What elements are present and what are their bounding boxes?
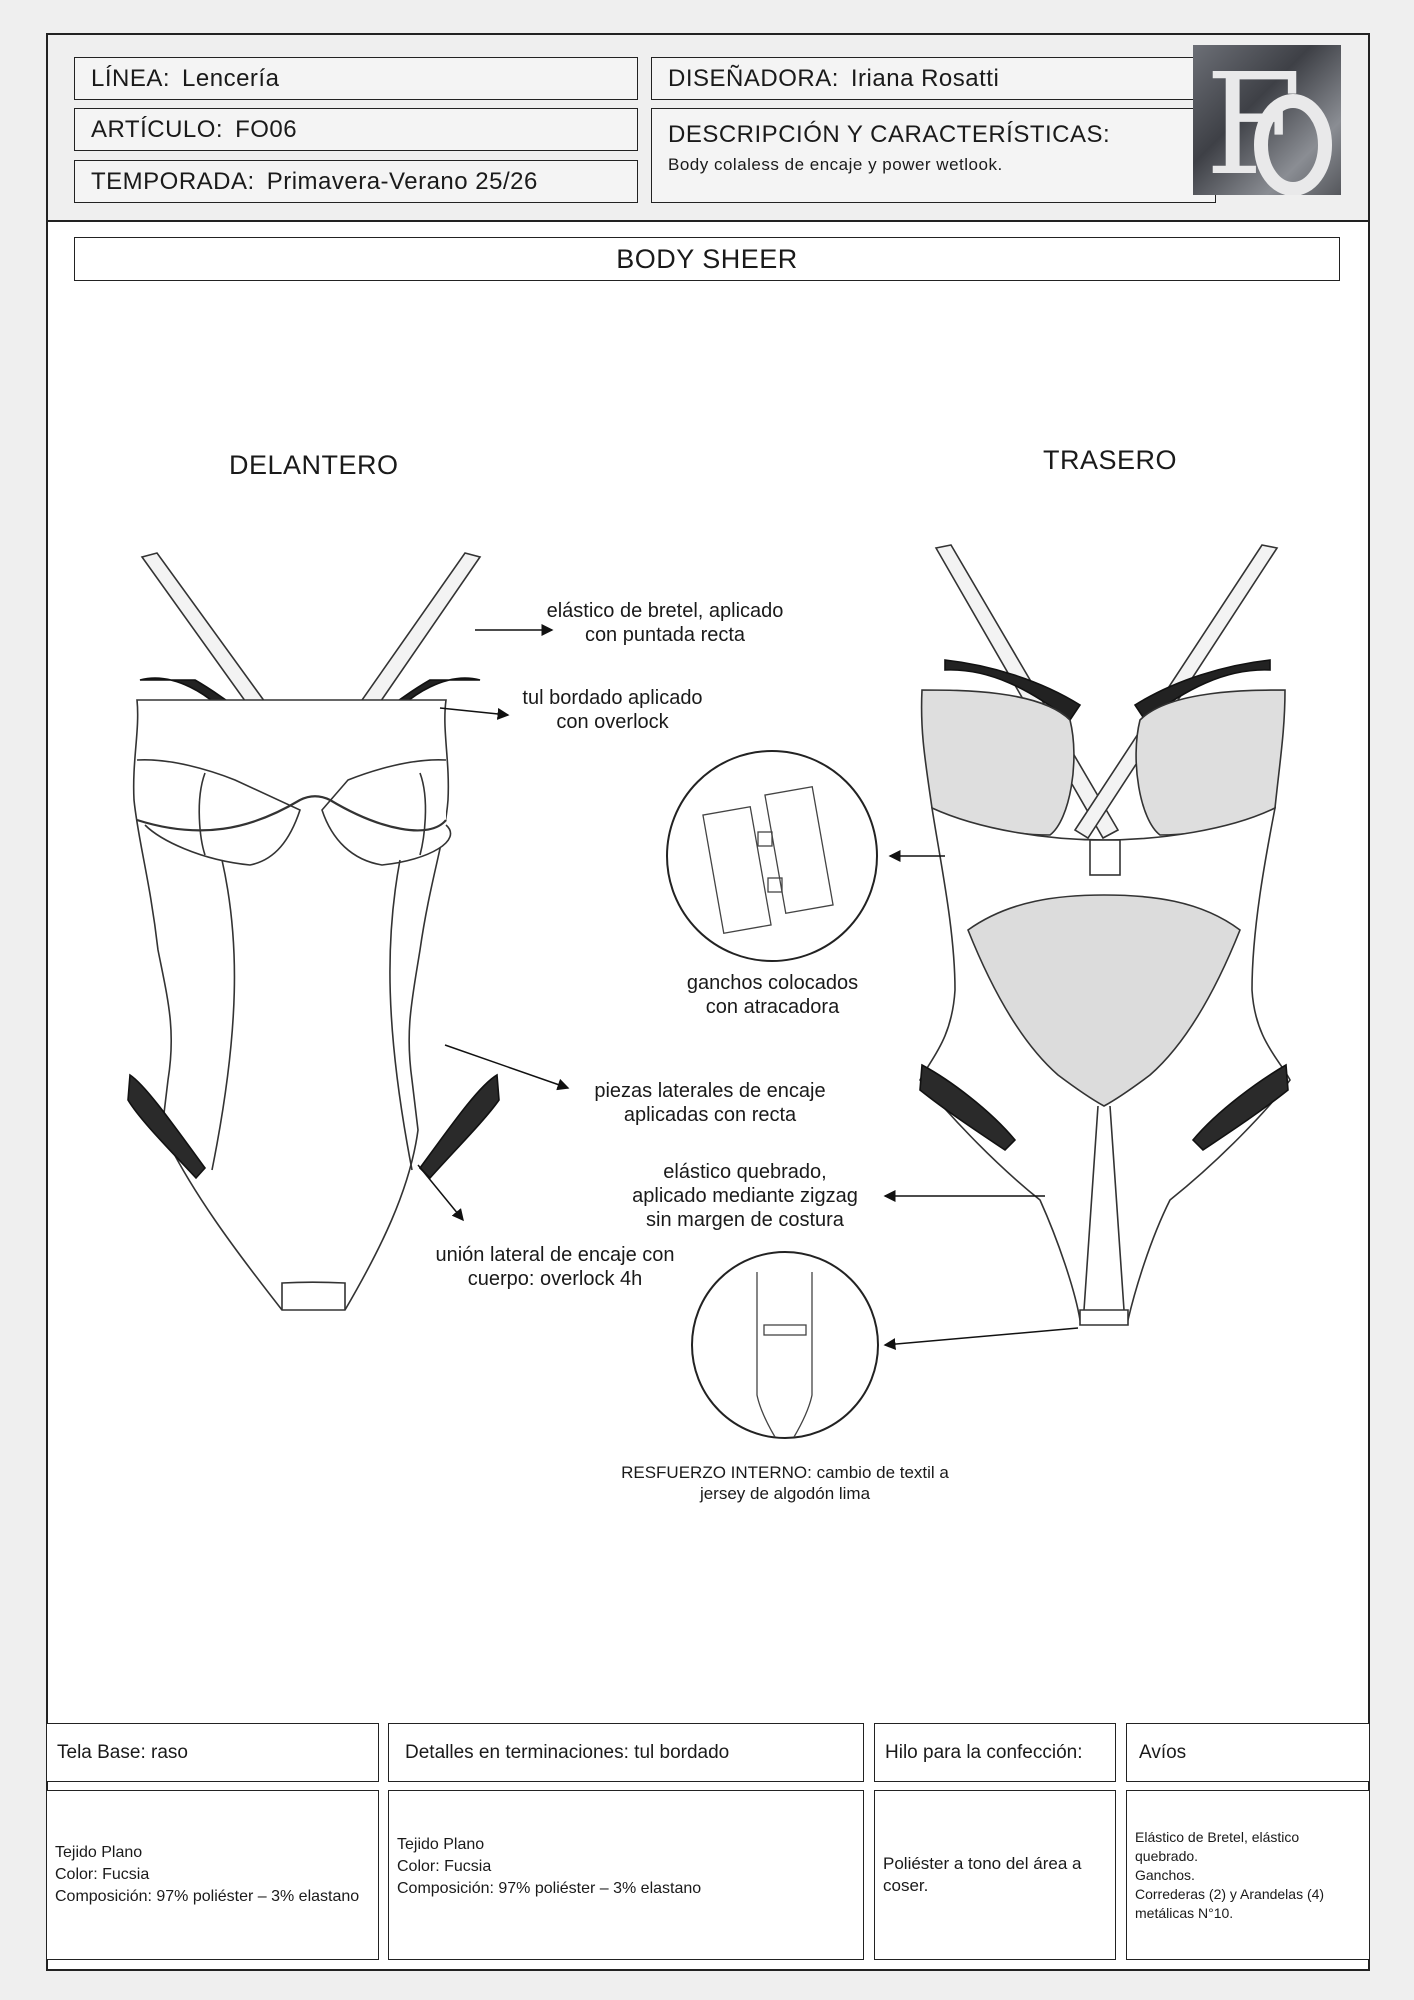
temporada-label: TEMPORADA: bbox=[91, 167, 255, 195]
hilo-details: Poliéster a tono del área a coser. bbox=[874, 1790, 1116, 1960]
temporada-value: Primavera-Verano 25/26 bbox=[266, 167, 538, 195]
hilo-header: Hilo para la confección: bbox=[874, 1723, 1116, 1782]
disenadora-value: Iriana Rosatti bbox=[850, 64, 1000, 92]
linea-label: LÍNEA: bbox=[91, 64, 171, 92]
callout-refuerzo: RESFUERZO INTERNO: cambio de textil a jersey de algodón lima bbox=[621, 1463, 949, 1503]
svg-text:F: F bbox=[1205, 45, 1303, 195]
avios-details: Elástico de Bretel, elástico quebrado. Ganchos. Correderas (2) y Arandelas (4) metálicas N°10. bbox=[1126, 1790, 1370, 1960]
callout-union: unión lateral de encaje con cuerpo: overlock 4h bbox=[435, 1244, 675, 1290]
tela-base-details: Tejido Plano Color: Fucsia Composición: 97% poliéster – 3% elastano bbox=[46, 1790, 379, 1960]
back-view-label: TRASERO bbox=[1043, 445, 1178, 475]
detalles-details: Tejido Plano Color: Fucsia Composición: 97% poliéster – 3% elastano bbox=[388, 1790, 864, 1960]
descripcion-value: Body colaless de encaje y power wetlook. bbox=[668, 155, 1003, 174]
tela-base-header: Tela Base: raso bbox=[46, 1723, 379, 1782]
articulo-label: ARTÍCULO: bbox=[91, 115, 224, 143]
callout-elastico: elástico quebrado, aplicado mediante zigzag sin margen de costura bbox=[632, 1161, 858, 1231]
articulo-value: FO06 bbox=[235, 115, 298, 143]
linea-value: Lencería bbox=[182, 64, 280, 92]
page-title: BODY SHEER bbox=[74, 237, 1340, 281]
front-view-label: DELANTERO bbox=[229, 450, 399, 480]
callout-bretel: elástico de bretel, aplicado con puntada recta bbox=[546, 600, 784, 646]
callout-tul: tul bordado aplicado con overlock bbox=[522, 687, 703, 733]
detalles-header: Detalles en terminaciones: tul bordado bbox=[388, 1723, 864, 1782]
callout-piezas: piezas laterales de encaje aplicadas con recta bbox=[594, 1080, 826, 1126]
descripcion-label: DESCRIPCIÓN Y CARACTERÍSTICAS: bbox=[668, 121, 1111, 148]
avios-header: Avíos bbox=[1126, 1723, 1370, 1782]
disenadora-label: DISEÑADORA: bbox=[668, 64, 839, 92]
callout-ganchos: ganchos colocados con atracadora bbox=[686, 972, 859, 1018]
